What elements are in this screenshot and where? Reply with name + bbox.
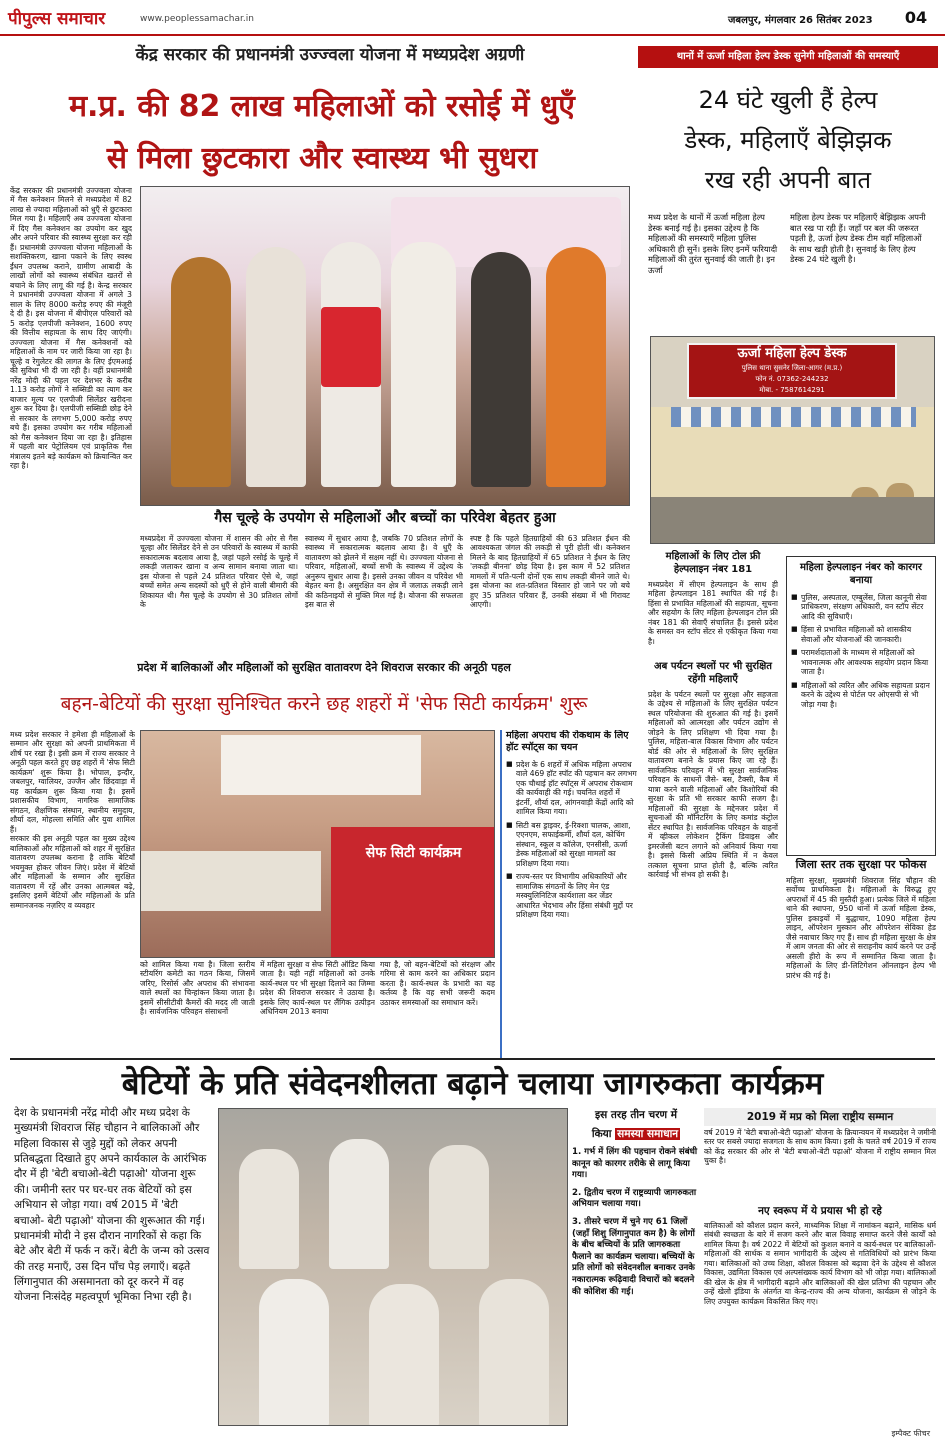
hotspot-title: महिला अपराध की रोकथाम के लिए हॉट स्पॉट्स का चयन	[506, 730, 629, 753]
safecity-backdrop	[221, 735, 421, 795]
district-box	[786, 858, 936, 1048]
story3-col1-text: मध्य प्रदेश सरकार ने हमेशा ही महिलाओं के सम्मान और सुरक्षा को अपनी प्राथमिकता में शीर्ष पर रखा है। इसी क्रम में राज्य सरकार ने अनूठी पहल करते हुए छह शहरों में 'सेफ सिटी कार्यक्रम' शुरू किया है। भोपाल, इन्दौर, जबलपुर, ग्वालियर, उज्जैन और छिंदवाड़ा में यह कार्यक्रम शुरू किया गया है। इसमें प्रशासकीय विभाग, नागरिक सामाजिक संगठन, शैक्षणिक संस्थान, स्थानीय समुदाय, शौर्या दल, मोहल्ला समिति और युवा शामिल हैं। सरकार की इस अनूठी पहल का मुख्य उद्देश्य बालिकाओं और महिलाओं को शहर में सुरक्षित वातावरण उपलब्ध कराना है ताकि बेटियाँ भयमुक्त होकर जीवन जिएं। प्रदेश में बेटियों और महिलाओं के सम्मान और सुरक्षित वातावरण में रहें और उनका आत्मबल बढ़े, इसलिए इसमें बेटियों और महिलाओं के प्रति सम्मानजनक नज़रिए व व्यवहार	[10, 730, 135, 910]
story3-col1	[10, 730, 135, 1060]
safecity-banner-text: सेफ सिटी कार्यक्रम	[365, 845, 462, 861]
safecity-banner	[331, 827, 495, 958]
district-body: महिला सुरक्षा, मुख्यमंत्री शिवराज सिंह चौहान की सर्वोच्च प्राथमिकता है। महिलाओं के विरुद्ध हुए अपराधों में 45 की मुस्तैदी हुआ। प्रत्येक जिले में महिला थाने की स्थापना, 950 थानों में ऊर्जा महिला डेस्क, पुलिस इकाइयों में बुद्धाचार, 1090 महिला हेल्प लाइन, ऑपरेशन मुस्कान और ऑपरेशन सेविका हेड जैसे नवाचार किए गए हैं। साथ ही महिला सुरक्षा के क्षेत्र में आम जनता की ओर से सराहनीय कार्य करने पर उन्हें असली हीरो के रूप में सम्मानित किया जाता है। महिलाओं के लिए डी-लिटिगेशन ऑनलाइन हेल्प भी प्रारंभ की गई है।	[786, 876, 936, 980]
helpdesk-sign	[687, 343, 897, 399]
award-body: वर्ष 2019 में 'बेटी बचाओ-बेटी पढ़ाओ' योजना के क्रियान्वयन में मध्यप्रदेश ने जमीनी स्तर पर सबसे ज्यादा सजगता के साथ काम किया। इसी के चलते वर्ष 2019 में राज्य को केंद्र सरकार की ओर से 'बेटी बचाओ-बेटी पढ़ाओ' योजना में राष्ट्रीय सम्मान मिल चुका है।	[704, 1128, 936, 1166]
steps-title-2	[572, 1122, 700, 1141]
helpdesk-sign-sub: पुलिस थाना सुसनेर जिला-आगर (म.प्र.)	[741, 364, 843, 372]
story2-headline-line3: रख रही अपनी बात	[704, 166, 872, 194]
award-title: 2019 में मप्र को मिला राष्ट्रीय सम्मान	[704, 1108, 936, 1126]
gas-cylinder-box	[321, 307, 381, 387]
story3-headline: बहन-बेटियों की सुरक्षा सुनिश्चित करने छह शहरों में 'सेफ सिटी कार्यक्रम' शुरू	[60, 693, 588, 715]
person-figure	[546, 247, 606, 487]
story2-kicker: थानों में ऊर्जा महिला हेल्प डेस्क सुनेगी महिलाओं की समस्याएँ	[638, 46, 938, 68]
tollfree-body: मध्यप्रदेश में सीएम हेल्पलाइन के साथ ही महिला हेल्पलाइन 181 स्थापित की गई है। हिंसा से प्रभावित महिलाओं की सहायता, सूचना और सहयोग के लिए महिला हेल्पलाइन टोल फ्री नंबर 181 की सेवाएँ संचालित हैं। इससे प्रदेश के समस्त वन स्टॉप सेंटर से एकीकृत किया गया है।	[648, 580, 778, 646]
hotspot-list	[506, 760, 638, 920]
steps-list	[572, 1147, 700, 1298]
helpline-list	[791, 593, 931, 709]
story3-col4-text: गया है, जो बहन-बेटियों को संरक्षण और गरिमा से काम करने का अधिकार प्रदान करता है। कार्य-स्थल के प्रभारी का यह कर्तव्य है कि वह सभी जरूरी कदम उठाकर समस्याओं का समाधान करें।	[380, 960, 495, 1007]
story1-col3-text: स्वास्थ्य में सुधार आया है, जबकि 70 प्रतिशत लोगों के स्वास्थ्य में सकारात्मक बदलाव आया है। वे धुएँ के वातावरण को झेलने में सक्षम नहीं थे। उज्ज्वला योजना से परिवार, महिलाओं, बच्चों सभी के स्वास्थ्य में उद्देश्य के अनुरूप सुधार आया है। इससे उनका जीवन व परिवेश भी बेहतर बना है। असुरक्षित वन क्षेत्र में जलाऊ लकड़ी लाने की कठिनाइयों से मुक्ति मिल गई है। योजना की सफलता इस बात से	[305, 534, 463, 610]
efforts-box	[704, 1204, 936, 1424]
story3-col3	[260, 960, 375, 1060]
masthead	[0, 0, 945, 36]
story1-col4	[470, 534, 630, 654]
helpline-item: ■ महिलाओं को त्वरित और अधिक सहायता प्रदान करने के उद्देश्य से पोर्टल पर ओएसपी से भी जोड़ा गया है।	[791, 681, 931, 709]
story3-col2	[140, 960, 255, 1060]
tollfree-title: महिलाओं के लिए टोल फ्री हेल्पलाइन नंबर 181	[665, 551, 761, 575]
story2-col2	[790, 212, 930, 332]
steps-box	[572, 1108, 700, 1426]
step-item: 1. गर्भ में लिंग की पहचान रोकने संबंधी कानून को कारगर तरीके से लागू किया गया।	[572, 1147, 698, 1181]
steps-title-2b: समस्या समाधान	[617, 1128, 679, 1140]
story4-body	[14, 1106, 210, 1431]
student-figure	[369, 1284, 439, 1426]
helpline-box	[786, 556, 936, 856]
story1-col4-text: स्पष्ट है कि पहले हितग्राहियों की 63 प्रतिशत ईंधन की आवश्यकता जंगल की लकड़ी से पूरी होती थी। कनेक्शन मिलने के बाद हितग्राहियों में 65 प्रतिशत ने ईंधन के लिए 'लकड़ी बीनना' छोड़ दिया है। इस काम में 52 प्रतिशत मामलों में पति-पत्नी दोनों एक साथ लकड़ी बीनने जाते थे। इस योजना का शत-प्रतिशत विस्तार हो जाने पर जो बचे हुए 35 प्रतिशत परिवार हैं, उनकी संख्या में भी गिरावट आएगी।	[470, 534, 630, 610]
student-figure	[329, 1139, 389, 1269]
story1-headline-line1: म.प्र. की 82 लाख महिलाओं को रसोई में धुएँ	[69, 89, 575, 124]
tourism-body: प्रदेश के पर्यटन स्थलों पर सुरक्षा और सहजता के उद्देश्य से महिलाओं के लिए सुरक्षित पर्यटन स्थल परियोजना की शुरुआत की गई है। इसमें महिलाओं को आत्मरक्षा और पर्यटन उद्योग से जोड़ने के लिए प्रशिक्षण भी दिया गया है। पुलिस, महिला-बाल विकास विभाग और पर्यटन बोर्ड की ओर से महिलाओं के लिए सुरक्षित वातावरण बनाने के प्रयास किए जा रहे हैं। सार्वजनिक परिवहन में भी सुरक्षा सार्वजनिक परिवहन के साधनों जैसे- बस, टैक्सी, कैब में यात्रा करने वाली महिलाओं और किशोरियों की सुरक्षा के प्रति भी सरकार काफी सजग है। महिलाओं की सुरक्षा के मद्देनजर प्रदेश में सूचनाओं की मॉनिटरिंग के लिए कमांड कंट्रोल सेंटर स्थापित है। सार्वजनिक परिवहन के वाहनों में व्हीकल लोकेशन ट्रैकिंग डिवाइस और इमरजेंसी बटन लगाने को अनिवार्य किया गया है। इससे किसी अप्रिय स्थिति में न केवल तत्काल सूचना प्राप्त होती है, बल्कि त्वरित कार्रवाई भी संभव हो सकी है।	[648, 690, 778, 880]
story1-col1-text: केंद्र सरकार की प्रधानमंत्री उज्ज्वला योजना में गैस कनेक्शन मिलने से मध्यप्रदेश में 82 लाख से ज्यादा महिलाओं को धुएँ से छुटकारा मिल गया है। महिलाएँ अब उज्ज्वला योजना में दिए गैस कनेक्शन का उपयोग कर खुद और अपने परिवार की स्वास्थ्य सुरक्षा कर रही हैं। प्रधानमंत्री उज्ज्वला योजना महिलाओं के सशक्तिकरण, खाना पकाने के लिए स्वस्थ ईंधन उपलब्ध कराने, ग्रामीण आबादी के लाखों लोगों को स्वास्थ्य संबंधित खतरों से बचाने के लिए लागू की गई है। केन्द्र सरकार ने प्रधानमंत्री उज्ज्वला योजना में अगले 3 साल के लिए 8000 करोड़ रुपए की मंजूरी दे दी है। इस योजना में बीपीएल परिवारों को 5 करोड़ एलपीजी कनेक्शन, 1600 रुपए की वित्तीय सहायता के साथ दिए जाएंगी। उज्ज्वला योजना में गैस कनेक्शनों को महिलाओं के नाम पर जारी किया जा रहा है। चूल्हे व रेगुलेटर की लागत के लिए ईएमआई की सुविधा भी दी जा रही है। वहीं प्रधानमंत्री नरेंद्र मोदी की पहल पर देशभर के करीब 1.13 करोड़ लोगों ने सब्सिडी का त्याग कर बाजार मूल्य पर एलपीजी सिलेंडर खरीदना शुरू कर दिया है। एलपीजी सब्सिडी छोड़ देने से सरकार के लगभग 5,000 करोड़ रुपए बचे हैं। इसका उपयोग कर गरीब महिलाओं को गैस कनेक्शन दिया जा रहा है। इतिहास में पहली बार पेट्रोलियम एवं प्राकृतिक गैस मंत्रालय इतने बड़े कार्यक्रम को क्रियान्वित कर रहा है।	[10, 186, 132, 471]
person-figure	[171, 257, 231, 487]
story3-col3-text: में महिला सुरक्षा व सेफ सिटी ऑडिट किया जाता है। यही नहीं महिलाओं को उनके कार्य-स्थल पर भी सुरक्षा दिलाने का जिम्मा प्रदेश की शिवराज सरकार ने उठाया है। इसके लिए कार्य-स्थल पर लैंगिक उत्पीड़न अधिनियम 2013 बनाया	[260, 960, 375, 1017]
story2-col2-text: महिला हेल्प डेस्क पर महिलाएँ बेझिझक अपनी बात रख पा रही हैं। जहाँ पर बल की जरूरत पड़ती है, ऊर्जा हेल्प डेस्क टीम वहाँ महिलाओं के साथ खड़ी होती है। सुनवाई के लिए हेल्प डेस्क 24 घंटे खुली है।	[790, 212, 926, 264]
hotspot-item: ■ राज्य-स्तर पर विभागीय अधिकारियों और सामाजिक संगठनों के लिए मेन एंड मस्क्युलिनिटिज कार्यशाला कर जेंडर आधारित भेदभाव और हिंसा संबंधी मुद्दों पर प्रशिक्षण दिया गया।	[506, 872, 638, 919]
story4-headline: बेटियों के प्रति संवेदनशीलता बढ़ाने चलाया जागरुकता कार्यक्रम	[121, 1066, 824, 1102]
story1-headline-line2: से मिला छुटकारा और स्वास्थ्य भी सुधरा	[106, 141, 538, 176]
story3-col2-text: को शामिल किया गया है। जिला स्तरीय स्टीयरिंग कमेटी का गठन किया, जिसमें जरिए, रिसोर्स और अपराध की संभावना वाले स्थलों का चिन्हांकन किया जाता है। इसमें सीसीटीवी कैमरों की मदद ली जाती है। सार्वजनिक परिवहन संसाधनों	[140, 960, 255, 1017]
helpline-item: ■ पुलिस, अस्पताल, एम्बुलेंस, जिला कानूनी सेवा प्राधिकरण, संरक्षण अधिकारी, वन स्टॉप सेंटर आदि की सुविधाएँ।	[791, 593, 931, 621]
district-title: जिला स्तर तक सुरक्षा पर फोकस	[795, 858, 927, 871]
helpdesk-balloons	[671, 407, 916, 427]
story4-body-text: देश के प्रधानमंत्री नरेंद्र मोदी और मध्य प्रदेश के मुख्यमंत्री शिवराज सिंह चौहान ने बालिकाओं और महिला विकास से जुड़े मुद्दों को लेकर अपनी प्रतिबद्धता दिखाते हुए अपने कार्यकाल के आरंभिक दौर में ही 'बेटी बचाओ-बेटी पढ़ाओ' योजना शुरू की। जमीनी स्तर पर घर-घर तक बेटियों को इस अभियान से जोड़ा गया। वर्ष 2015 में 'बेटी बचाओ- बेटी पढ़ाओ' योजना की शुरूआत की गई। प्रधानमंत्री मोदी ने इस दौरान नागरिकों से कहा कि बेटे और बेटी में फर्क न करें। बेटी के जन्म को उत्सव की तरह मनाएँ, उस दिन पाँच पेड़ लगाएँ। बढ़ते लिंगानुपात की असमानता को दूर करने में वह योजना निःसंदेह महत्वपूर्ण भूमिका निभा रही है।	[14, 1107, 210, 1304]
helpdesk-sign-phone1: फोन नं. 07362-244232	[755, 375, 829, 383]
page-number: 04	[904, 8, 928, 27]
step-item: 2. द्वितीय चरण में राष्ट्रव्यापी जागरुकता अभियान चलाया गया।	[572, 1187, 697, 1210]
student-figure	[259, 1279, 329, 1426]
story1-col2	[140, 534, 298, 654]
masthead-dateline: जबलपुर, मंगलवार 26 सितंबर 2023	[728, 15, 873, 26]
person-figure	[391, 242, 456, 487]
classroom-photo	[218, 1108, 568, 1426]
safecity-photo	[140, 730, 495, 958]
masthead-website: www.peoplessamachar.in	[140, 14, 254, 24]
helpdesk-floor	[651, 497, 935, 544]
footer-note: इम्पैक्ट फीचर	[891, 1429, 930, 1438]
steps-title-1: इस तरह तीन चरण में	[594, 1109, 678, 1121]
helpline-title: महिला हेल्पलाइन नंबर को कारगर बनाया	[800, 562, 922, 586]
efforts-title: नए स्वरूप में ये प्रयास भी हो रहे	[758, 1205, 882, 1217]
story2-col1	[648, 212, 780, 332]
student-figure	[239, 1149, 299, 1269]
story1-photo	[140, 186, 630, 506]
hotspot-item: ■ प्रदेश के 6 शहरों में अधिक महिला अपराध वाले 469 हॉट स्पॉट की पहचान कर लगभग एक चौथाई हॉट स्पॉट्स में अपराध रोकथाम की कार्यवाही की गई। चयनित शहरों में इंटर्नी, शौर्या दल, आंगनवाड़ी केंद्रों आदि को शामिल किया गया।	[506, 760, 638, 817]
masthead-logo: पीपुल्स समाचार	[8, 9, 106, 29]
helpline-item: ■ हिंसा से प्रभावित महिलाओं को शासकीय सेवाओं और योजनाओं की जानकारी।	[791, 625, 931, 644]
safecity-table	[141, 851, 321, 911]
story1-kicker: केंद्र सरकार की प्रधानमंत्री उज्ज्वला योजना में मध्यप्रदेश अग्रणी	[135, 45, 525, 65]
student-figure	[429, 1145, 489, 1269]
helpdesk-sign-title: ऊर्जा महिला हेल्प डेस्क	[737, 346, 847, 361]
helpdesk-sign-phone2: मोबा. - 7587614291	[759, 386, 825, 394]
story2-headline-line1: 24 घंटे खुली हैं हेल्प	[698, 86, 878, 114]
tourism-box	[648, 660, 778, 1050]
story3-kicker: प्रदेश में बालिकाओं और महिलाओं को सुरक्षित वातावरण देने शिवराज सरकार की अनूठी पहल	[137, 661, 511, 674]
story1-col3	[305, 534, 463, 654]
story2-headline	[638, 80, 938, 200]
step-item: 3. तीसरे चरण में चुने गए 61 जिलों (जहाँ शिशु लिंगानुपात कम है) के लोगों के बीच बच्चियों के प्रति जागरुकता फैलाने का कार्यक्रम चलाया। बच्चियों के प्रति लोगों को संवेदनशील बनाकर उनके नकारात्मक रूढ़िवादी विचारों को बदलने की कोशिश की गई।	[572, 1216, 695, 1297]
tourism-title: अब पर्यटन स्थलों पर भी सुरक्षित रहेंगी महिलाएँ	[654, 661, 772, 685]
story4-divider	[10, 1058, 935, 1060]
story3-col4	[380, 960, 495, 1060]
hotspot-item: ■ सिटी बस ड्राइवर, ई-रिक्शा चालक, आशा, एएनएम, सफाईकर्मी, शौर्या दल, कोचिंग संस्थान, स्कूल व कॉलेज, एनसीसी, ऊर्जा डेस्क महिलाओं को सुरक्षा मामलों का प्रशिक्षण दिया गया।	[506, 821, 638, 868]
steps-title-2a: किया	[591, 1128, 616, 1140]
hotspot-box	[500, 730, 638, 1060]
helpline-item: ■ परामर्शदाताओं के माध्यम से महिलाओं को भावनात्मक और आवश्यक सहयोग प्रदान किया जाता है।	[791, 648, 931, 676]
person-figure	[471, 252, 531, 487]
person-figure	[246, 247, 306, 487]
story1-photo-caption: गैस चूल्हे के उपयोग से महिलाओं और बच्चों का परिवेश बेहतर हुआ	[214, 510, 556, 526]
story1-col2-text: मध्यप्रदेश में उज्ज्वला योजना में शासन की ओर से गैस चूल्हा और सिलेंडर देने से उन परिवारों के स्वास्थ्य में काफी सकारात्मक बदलाव आया है, जहां पहले रसोई के चूल्हे में लकड़ी जलाकर खाना व अन्य सामान बनाया जाता था। इस योजना से पहले 24 प्रतिशत परिवार ऐसे थे, जहां बच्चों समेत अन्य सदस्यों को धुएँ से होने वाली बीमारी की शिकायत थी। गैस चूल्हे के उपयोग से 30 प्रतिशत लोगों के	[140, 534, 298, 610]
helpdesk-photo	[650, 336, 935, 544]
efforts-body: बालिकाओं को कौशल प्रदान करने, माध्यमिक शिक्षा में नामांकन बढ़ाने, मासिक धर्म संबंधी स्वच्छता के बारे में सजग करने और बाल विवाह समाप्त करने जैसे कार्यों को शामिल किया है। वर्ष 2022 में बेटियों को कुशल बनाने व कार्य-स्थल पर बालिकाओं-महिलाओं की सार्थक व समान भागीदारी के उद्देश्य से गतिविधियों को प्रारंभ किया गया। बालिकाओं को उच्च शिक्षा, कौशल विकास को बढ़ावा देने के उद्देश्य से कौशल विकास, उद्यमिता विकास एवं अल्पसंख्यक कार्य विभाग को भी जोड़ा गया। बालिकाओं की खेल के क्षेत्र में भागीदारी बढ़ाने और बालिकाओं की खेल प्रतिभा की पहचान और उन्हें खेलो इंडिया के अंतर्गत या केन्द्र-राज्य की अन्य योजना, कार्यक्रम से जोड़ने के लिए उपयुक्त कार्यक्रम विकसित किए गए।	[704, 1221, 936, 1306]
award-box	[704, 1108, 936, 1200]
story2-headline-line2: डेस्क, महिलाएँ बेझिझक	[684, 126, 892, 154]
story1-col1	[10, 186, 132, 656]
student-figure	[479, 1279, 549, 1426]
story2-col1-text: मध्य प्रदेश के थानों में ऊर्जा महिला हेल्प डेस्क बनाई गई है। इसका उद्देश्य है कि महिलाओं की समस्याएँ महिला पुलिस अधिकारी ही सुनें। इसके लिए इनमें फरियादी महिलाओं की तुरंत सुनवाई की जाती है। इन ऊर्जा	[648, 212, 778, 275]
